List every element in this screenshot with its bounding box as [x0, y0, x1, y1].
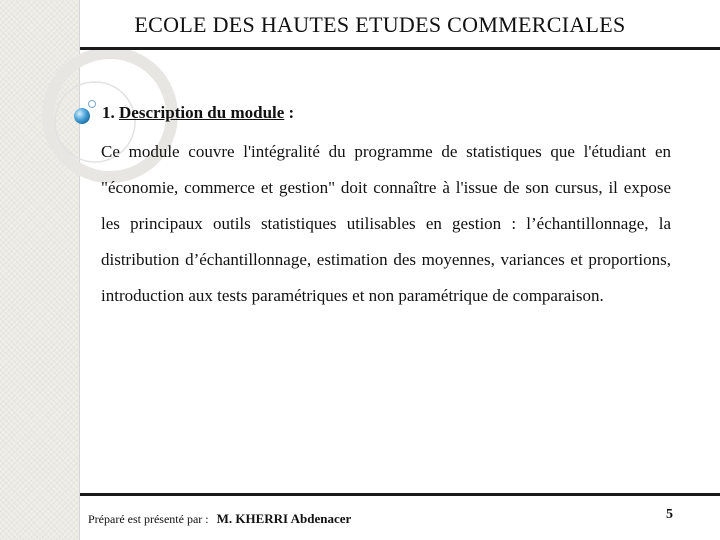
section-heading: [102, 103, 294, 123]
page-title: ECOLE DES HAUTES ETUDES COMMERCIALES: [134, 12, 626, 37]
section-heading-colon: :: [288, 103, 295, 122]
footer-credit: [88, 510, 351, 528]
section-heading-text: Description du module: [119, 103, 285, 122]
footer-author: M. KHERRI Abdenacer: [216, 511, 352, 526]
section-number: 1.: [102, 103, 115, 122]
footer-prepared-label: Préparé est présenté par :: [88, 512, 209, 526]
bullet-bubbles-icon: [72, 98, 98, 126]
footer-rule: [80, 493, 720, 496]
page-number: 5: [666, 507, 673, 522]
description-text: Ce module couvre l'intégralité du programme de statistiques que l'étudiant en "économie, commerce et gestion" doit connaître à l'issue de son cursus, il expose les principaux outils statistiques utilisables en gestion : l’échantillonnage, la distribution d’échantillonnage, estimation des moyennes, variances et proportions, introduction aux tests paramétriques et non paramétrique de comparaison.: [101, 142, 671, 305]
header-rule: [80, 47, 720, 50]
description-paragraph: [101, 134, 671, 314]
